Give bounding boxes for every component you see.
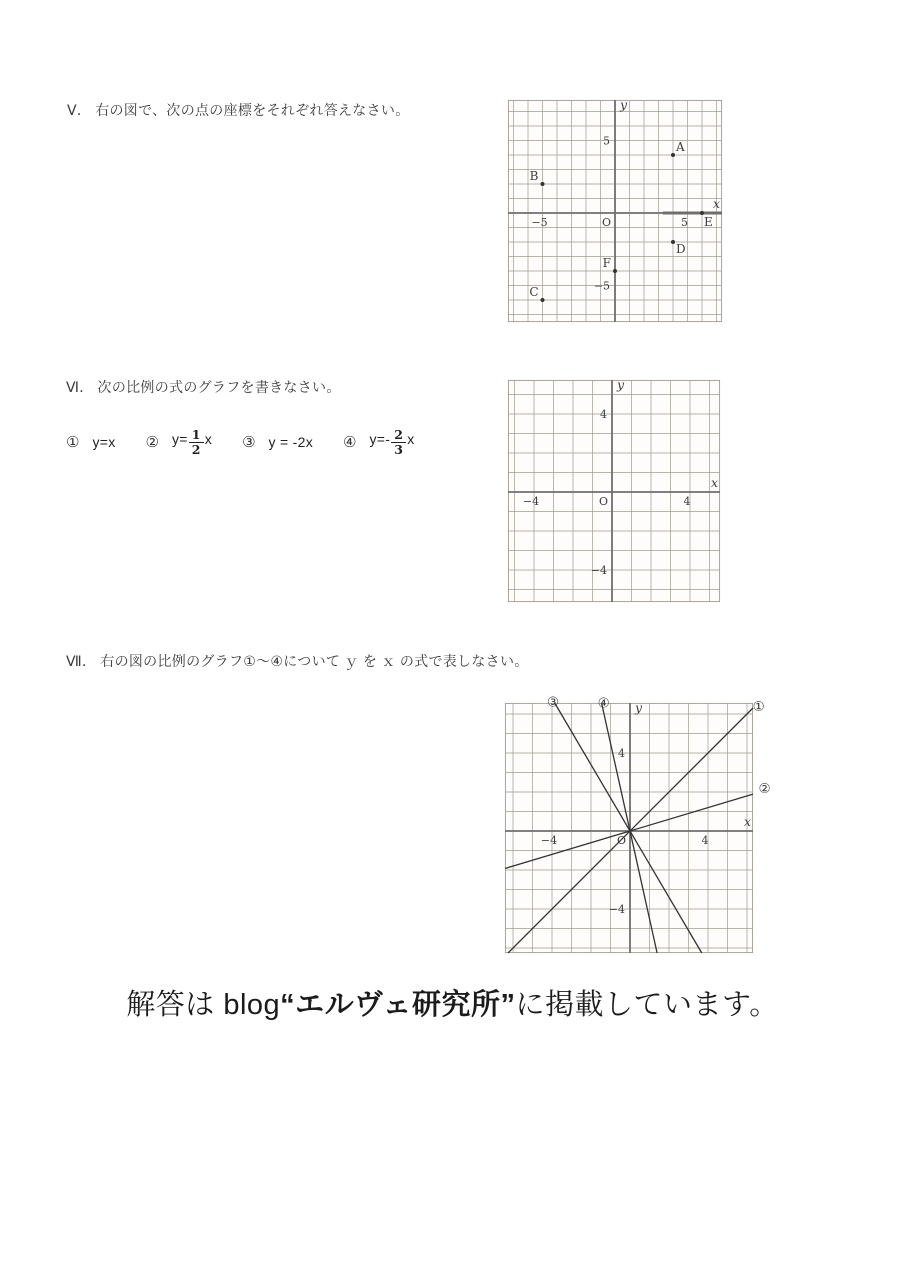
equation-list xyxy=(66,420,445,464)
svg-text:4: 4 xyxy=(600,408,607,421)
svg-text:y: y xyxy=(635,700,643,715)
svg-text:②: ② xyxy=(758,781,771,798)
svg-text:5: 5 xyxy=(603,134,610,148)
svg-text:④: ④ xyxy=(597,695,610,712)
equation-3 xyxy=(242,433,313,451)
svg-text:D: D xyxy=(676,242,686,256)
answer-note-blog-name: “エルヴェ研究所” xyxy=(280,989,516,1021)
problem-v-number: Ⅴ． xyxy=(67,102,92,118)
svg-text:y: y xyxy=(620,97,628,112)
problem-vi-text: 次の比例の式のグラフを書きなさい。 xyxy=(97,379,341,395)
problem-v-statement xyxy=(67,100,410,120)
svg-text:O: O xyxy=(616,834,626,847)
svg-text:−4: −4 xyxy=(608,903,625,916)
circled-number-3: ③ xyxy=(242,434,256,451)
answer-note xyxy=(0,982,905,1023)
problem-vii-number: Ⅶ． xyxy=(66,653,97,669)
equation-4-formula: y=- $\frac{2}{3}$ x xyxy=(369,427,415,457)
svg-text:①: ① xyxy=(752,699,765,716)
problem-v-text: 右の図で、次の点の座標をそれぞれ答えなさい。 xyxy=(95,102,410,118)
answer-note-after: に掲載しています。 xyxy=(515,989,779,1021)
svg-text:x: x xyxy=(743,814,751,829)
svg-text:−4: −4 xyxy=(540,834,558,847)
scatter-points-grid xyxy=(508,97,722,322)
svg-text:−5: −5 xyxy=(593,279,610,293)
circled-number-1: ① xyxy=(66,434,80,451)
equation-1 xyxy=(66,433,116,451)
svg-text:F: F xyxy=(602,256,611,270)
proportional-lines-grid xyxy=(505,694,771,953)
svg-text:4: 4 xyxy=(683,495,691,508)
svg-text:−5: −5 xyxy=(531,216,548,229)
svg-text:5: 5 xyxy=(681,216,688,229)
equation-2-formula: y= $\frac{1}{2}$ x xyxy=(171,427,213,457)
empty-graph-grid xyxy=(508,377,720,602)
equation-1-formula: y=x xyxy=(92,434,116,450)
problem-vi-statement xyxy=(66,377,341,397)
svg-text:B: B xyxy=(529,169,539,183)
svg-text:4: 4 xyxy=(618,747,625,760)
equation-2 xyxy=(146,428,213,455)
fraction-two-thirds: $\frac{2}{3}$ xyxy=(391,428,406,455)
circled-number-2: ② xyxy=(145,434,159,451)
svg-text:O: O xyxy=(601,216,611,229)
svg-text:x: x xyxy=(710,475,718,490)
coordinate-plane-problem-vi xyxy=(508,377,720,602)
problem-vi-number: Ⅵ． xyxy=(66,379,94,395)
fraction-one-half: $\frac{1}{2}$ xyxy=(189,428,204,455)
coordinate-plane-problem-v xyxy=(508,97,722,322)
svg-text:−4: −4 xyxy=(522,495,540,508)
coordinate-plane-problem-vii xyxy=(505,694,771,953)
problem-vii-text: 右の図の比例のグラフ①～④について ｙ を ｘ の式で表しなさい。 xyxy=(100,653,529,669)
svg-text:y: y xyxy=(617,377,625,392)
circled-number-4: ④ xyxy=(343,434,357,451)
svg-text:4: 4 xyxy=(701,834,709,847)
svg-text:−4: −4 xyxy=(590,564,607,577)
svg-text:C: C xyxy=(529,285,539,299)
svg-text:O: O xyxy=(598,495,608,508)
answer-note-before: 解答は blog xyxy=(126,989,281,1021)
equation-4 xyxy=(343,428,415,455)
svg-text:E: E xyxy=(704,215,713,229)
problem-vii-statement xyxy=(66,651,529,671)
svg-text:A: A xyxy=(676,140,685,154)
svg-text:③: ③ xyxy=(546,694,560,711)
equation-3-formula: y = -2x xyxy=(268,434,314,450)
svg-text:x: x xyxy=(712,196,720,211)
